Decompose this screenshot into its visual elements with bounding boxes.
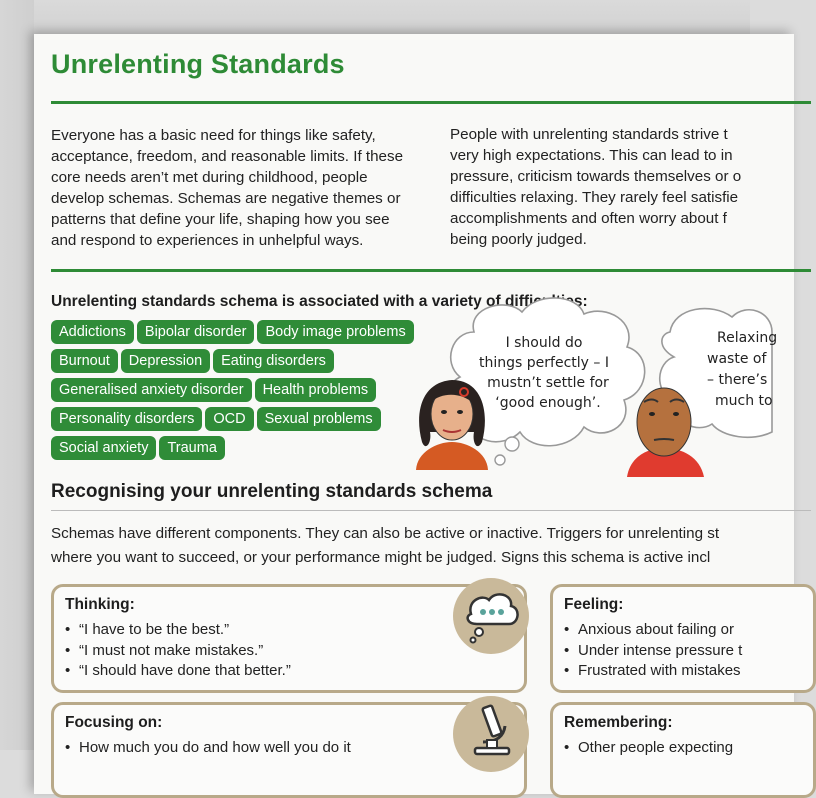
intro-right-line: People with unrelenting standards strive t: [450, 126, 728, 143]
focusing-title: Focusing on:: [65, 714, 163, 731]
list-item: • Under intense pressure t: [564, 641, 742, 662]
difficulty-tag: Health problems: [255, 378, 377, 402]
list-item: • Other people expecting: [564, 738, 733, 759]
intro-right-line: difficulties relaxing. They rarely feel satisfie: [450, 189, 739, 206]
difficulty-tag: Depression: [121, 349, 210, 373]
woman-avatar: [416, 380, 488, 470]
list-item: • Anxious about failing or: [564, 620, 742, 641]
thought-cloud-icon: [453, 578, 529, 654]
bubble-left-line: ‘good enough’.: [495, 395, 601, 411]
difficulty-tag: Generalised anxiety disorder: [51, 378, 252, 402]
list-item: • Frustrated with mistakes: [564, 661, 742, 682]
difficulty-tag: Trauma: [159, 436, 224, 460]
tag-row: [51, 378, 451, 407]
difficulty-tag: Bipolar disorder: [137, 320, 255, 344]
title-divider: [51, 101, 811, 104]
intro-left-line: core needs aren’t met during childhood, people: [51, 169, 368, 186]
difficulty-tag: Personality disorders: [51, 407, 202, 431]
difficulty-tag: Eating disorders: [213, 349, 334, 373]
intro-left-line: Everyone has a basic need for things like safety,: [51, 127, 376, 144]
remembering-title: Remembering:: [564, 714, 673, 731]
difficulty-tag: Sexual problems: [257, 407, 381, 431]
bubble-right-line: waste of: [707, 351, 767, 367]
section-divider: [51, 269, 811, 272]
intro-left-line: and respond to experiences in unhelpful ways.: [51, 232, 364, 249]
focusing-list: [65, 738, 351, 759]
recognising-divider: [51, 510, 811, 511]
feeling-list: [564, 620, 742, 682]
signs-text: [51, 522, 719, 570]
list-item: • “I must not make mistakes.”: [65, 641, 291, 662]
feeling-box: [550, 584, 816, 693]
bubble-right-line: much to: [715, 393, 773, 409]
tag-row: [51, 320, 451, 349]
difficulty-tag: Social anxiety: [51, 436, 156, 460]
page-title: Unrelenting Standards: [51, 49, 345, 79]
thinking-title: Thinking:: [65, 596, 135, 613]
difficulty-tag: OCD: [205, 407, 253, 431]
signs-line: where you want to succeed, or your performance might be judged. Signs this schema is active incl: [51, 549, 711, 566]
tag-row: [51, 349, 451, 378]
intro-right-line: very high expectations. This can lead to in: [450, 147, 733, 164]
signs-line: Schemas have different components. They can also be active or inactive. Triggers for unrelenting st: [51, 525, 720, 542]
intro-left-line: develop schemas. Schemas are negative themes or: [51, 190, 401, 207]
intro-left: [51, 125, 403, 251]
difficulty-tag: Burnout: [51, 349, 118, 373]
illustration: [412, 292, 778, 477]
difficulty-tag: Addictions: [51, 320, 134, 344]
intro-left-line: acceptance, freedom, and reasonable limits. If these: [51, 148, 404, 165]
difficulties-heading: Unrelenting standards schema is associated with a variety of difficulties:: [51, 293, 588, 310]
worksheet-page: [34, 34, 794, 794]
list-item: • “I have to be the best.”: [65, 620, 291, 641]
list-item: • “I should have done that better.”: [65, 661, 291, 682]
intro-left-line: patterns that define your life, shaping how you see: [51, 211, 390, 228]
intro-right-line: being poorly judged.: [450, 231, 587, 248]
intro-right-line: accomplishments and often worry about f: [450, 210, 727, 227]
bubble-right-line: Relaxing: [717, 330, 778, 346]
intro-right: [450, 124, 741, 250]
difficulty-tag: Body image problems: [257, 320, 413, 344]
microscope-icon: [453, 696, 529, 772]
tag-row: [51, 436, 451, 465]
feeling-title: Feeling:: [564, 596, 624, 613]
bubble-right-line: – there’s: [707, 372, 768, 388]
remembering-box: [550, 702, 816, 798]
list-item: • How much you do and how well you do it: [65, 738, 351, 759]
bubble-left-line: mustn’t settle for: [487, 375, 609, 391]
bubble-left-line: I should do: [505, 335, 583, 351]
thinking-list: [65, 620, 291, 682]
recognising-heading: Recognising your unrelenting standards schema: [51, 481, 493, 502]
tag-row: [51, 407, 451, 436]
bubble-left-line: things perfectly – I: [479, 355, 609, 371]
difficulty-tags: [51, 320, 451, 465]
remembering-list: [564, 738, 733, 759]
intro-right-line: pressure, criticism towards themselves or o: [450, 168, 742, 185]
